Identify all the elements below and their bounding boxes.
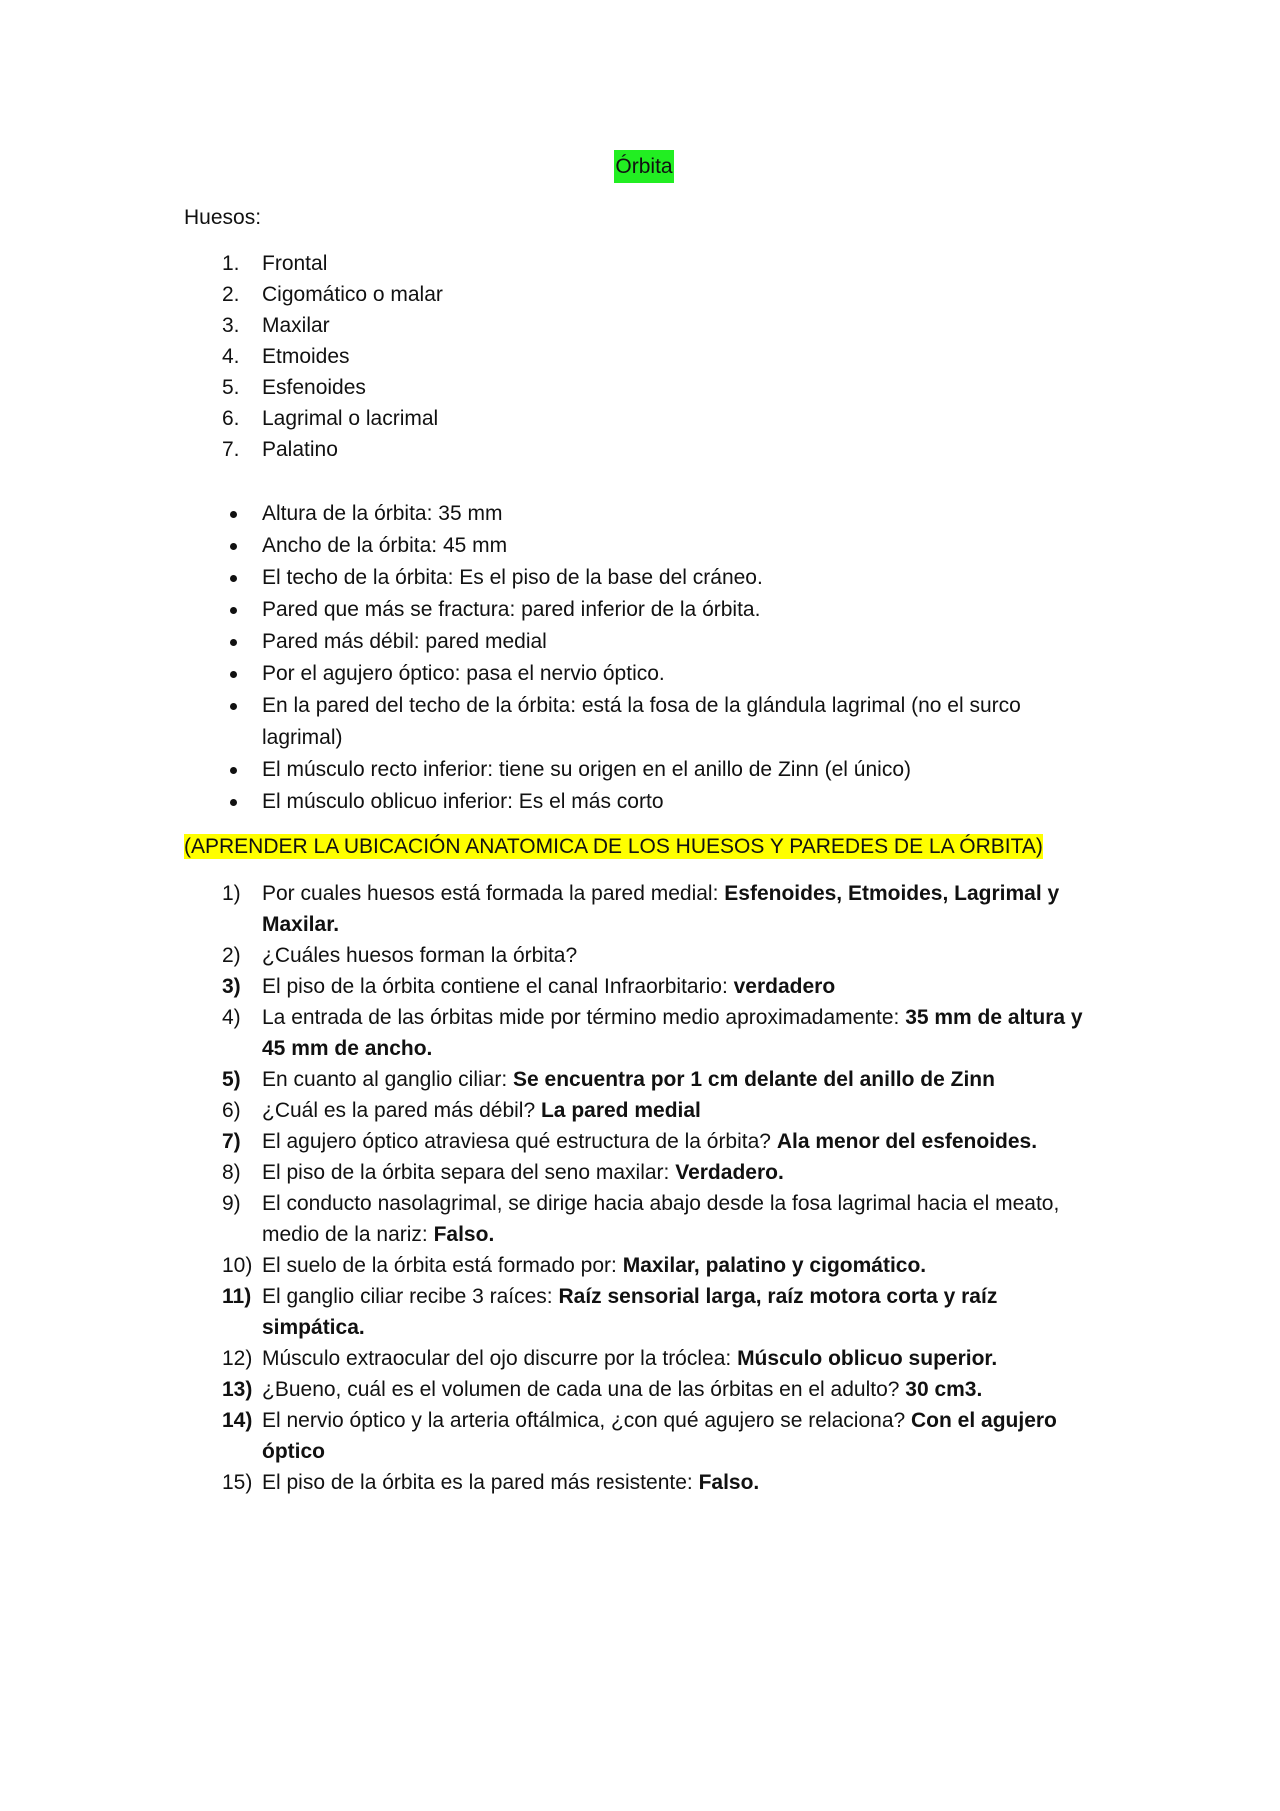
question-number: 6) [222,1099,241,1122]
bullet-icon [230,575,237,582]
list-number: 2. [222,283,240,306]
list-item-text: Pared que más se fractura: pared inferior de la órbita. [262,598,761,621]
question-item [184,1002,1104,1064]
answer-text: Con el agujero óptico [262,1409,1057,1463]
list-item [184,626,1104,658]
question-number: 1) [222,882,241,905]
question-text: ¿Cuál es la pared más débil? [262,1099,541,1122]
question-item [184,971,1104,1002]
question-number: 5) [222,1068,241,1091]
question-item [184,1343,1104,1374]
list-item-text: Cigomático o malar [262,283,443,306]
list-item [184,248,1104,279]
title-container [184,150,1104,182]
answer-text: Falso. [698,1471,760,1494]
question-number: 15) [222,1471,253,1494]
bullet-icon [230,799,237,806]
list-number: 3. [222,314,240,337]
list-item-text: Etmoides [262,345,350,368]
question-item [184,1250,1104,1281]
list-item-text: El músculo recto inferior: tiene su origen en el anillo de Zinn (el único) [262,758,912,781]
question-number: 14) [222,1409,253,1432]
answer-text: Se encuentra por 1 cm delante del anillo de Zinn [513,1068,995,1091]
list-item [184,310,1104,341]
question-number: 3) [222,975,241,998]
question-item [184,1157,1104,1188]
question-text: Músculo extraocular del ojo discurre por la tróclea: [262,1347,738,1370]
question-number: 12) [222,1347,253,1370]
facts-list [184,498,1104,818]
list-item [184,754,1104,786]
question-item [184,1405,1104,1467]
question-text: El piso de la órbita separa del seno maxilar: [262,1161,676,1184]
list-item [184,562,1104,594]
question-text: El piso de la órbita es la pared más resistente: [262,1471,699,1494]
answer-text: Maxilar, palatino y cigomático. [622,1254,927,1277]
question-number: 10) [222,1254,253,1277]
question-number: 2) [222,944,241,967]
question-text: El ganglio ciliar recibe 3 raíces: [262,1285,559,1308]
highlight-note: (APRENDER LA UBICACIÓN ANATOMICA DE LOS HUESOS Y PAREDES DE LA ÓRBITA) [184,835,1043,858]
answer-text: Falso. [433,1223,495,1246]
question-number: 11) [222,1285,252,1308]
questions-list [184,878,1104,1498]
question-text: El nervio óptico y la arteria oftálmica, ¿con qué agujero se relaciona? [262,1409,912,1432]
question-item [184,1188,1104,1250]
answer-text: Verdadero. [675,1161,784,1184]
page-title: Órbita [614,150,673,183]
list-item-text: Palatino [262,438,338,461]
question-item [184,1064,1104,1095]
question-text: ¿Bueno, cuál es el volumen de cada una de las órbitas en el adulto? [262,1378,906,1401]
bullet-icon [230,767,237,774]
question-number: 13) [222,1378,253,1401]
document-page [184,150,1104,1498]
question-text: El conducto nasolagrimal, se dirige hacia abajo desde la fosa lagrimal hacia el meato, medio de la nariz: [262,1192,1060,1246]
list-item-text: Esfenoides [262,376,366,399]
question-text: El piso de la órbita contiene el canal Infraorbitario: [262,975,734,998]
question-item [184,1281,1104,1343]
list-item [184,279,1104,310]
question-item [184,1374,1104,1405]
question-text: El suelo de la órbita está formado por: [262,1254,623,1277]
answer-text: verdadero [733,975,836,998]
bullet-icon [230,511,237,518]
list-item [184,658,1104,690]
list-item-text: Maxilar [262,314,330,337]
list-item [184,403,1104,434]
bullet-icon [230,543,237,550]
question-item [184,940,1104,971]
list-item [184,786,1104,818]
list-item [184,690,1104,754]
list-item-text: En la pared del techo de la órbita: está la fosa de la glándula lagrimal (no el surco lagrimal) [262,694,1021,749]
list-item-text: El músculo oblicuo inferior: Es el más corto [262,790,664,813]
list-item [184,434,1104,465]
list-item-text: El techo de la órbita: Es el piso de la base del cráneo. [262,566,763,589]
bones-label: Huesos: [184,206,262,229]
question-text: En cuanto al ganglio ciliar: [262,1068,513,1091]
question-text: ¿Cuáles huesos forman la órbita? [262,944,578,967]
list-item [184,530,1104,562]
list-item-text: Pared más débil: pared medial [262,630,547,653]
answer-text: Ala menor del esfenoides. [776,1130,1038,1153]
list-item-text: Ancho de la órbita: 45 mm [262,534,508,557]
answer-text: 30 cm3. [905,1378,983,1401]
bullet-icon [230,703,237,710]
list-item-text: Altura de la órbita: 35 mm [262,502,503,525]
question-number: 4) [222,1006,241,1029]
bullet-icon [230,671,237,678]
list-item-text: Lagrimal o lacrimal [262,407,439,430]
list-number: 7. [222,438,240,461]
list-item [184,594,1104,626]
list-item-text: Por el agujero óptico: pasa el nervio óptico. [262,662,665,685]
answer-text: Esfenoides, Etmoides, Lagrimal y Maxilar. [262,882,1060,936]
question-item [184,1126,1104,1157]
list-number: 4. [222,345,240,368]
list-number: 1. [222,252,240,275]
list-item [184,498,1104,530]
answer-text: La pared medial [540,1099,701,1122]
answer-text: Raíz sensorial larga, raíz motora corta y raíz simpática. [262,1285,998,1339]
answer-text: 35 mm de altura y 45 mm de ancho. [262,1006,1083,1060]
question-text: La entrada de las órbitas mide por término medio aproximadamente: [262,1006,906,1029]
question-number: 7) [222,1130,241,1153]
question-item [184,878,1104,940]
highlight-note-line [184,831,1104,862]
list-item-text: Frontal [262,252,328,275]
bullet-icon [230,607,237,614]
question-item [184,1467,1104,1498]
question-item [184,1095,1104,1126]
list-number: 6. [222,407,240,430]
question-text: El agujero óptico atraviesa qué estructura de la órbita? [262,1130,777,1153]
question-number: 8) [222,1161,241,1184]
bones-list [184,248,1104,465]
list-item [184,341,1104,372]
list-number: 5. [222,376,240,399]
question-text: Por cuales huesos está formada la pared medial: [262,882,725,905]
bullet-icon [230,639,237,646]
answer-text: Músculo oblicuo superior. [737,1347,998,1370]
list-item [184,372,1104,403]
question-number: 9) [222,1192,241,1215]
